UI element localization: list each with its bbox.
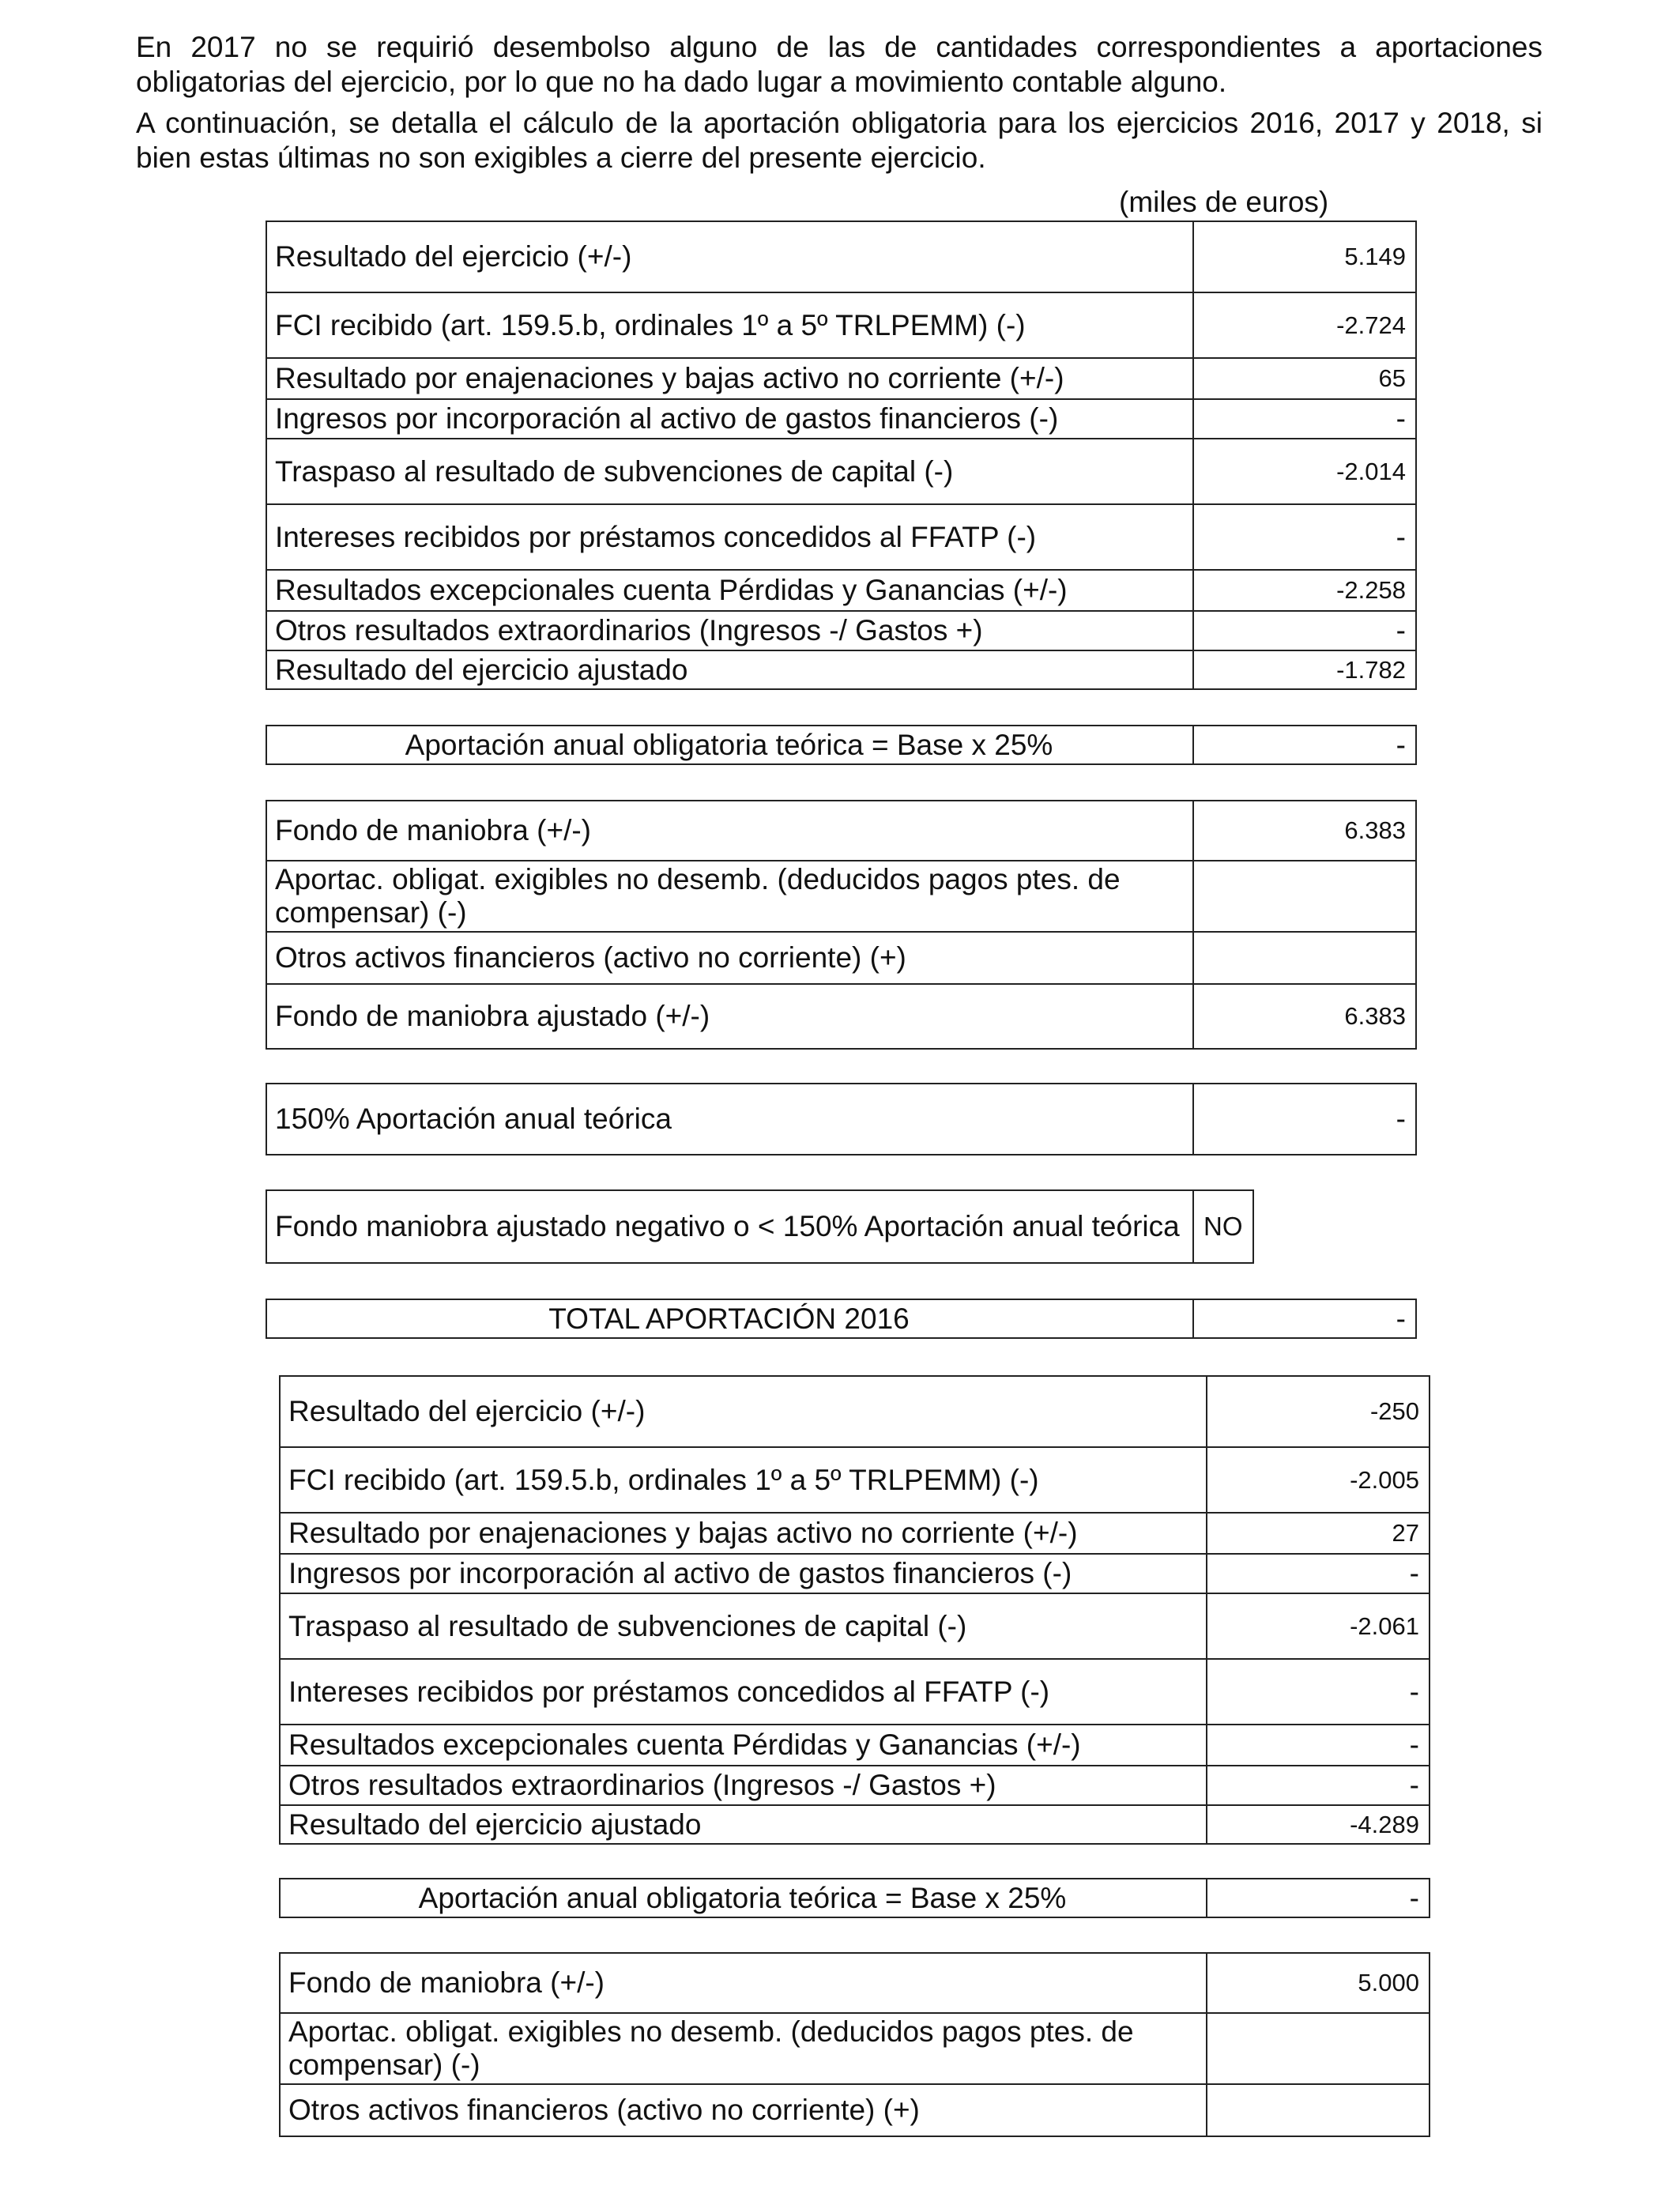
table-row: [266, 1299, 1416, 1338]
row-value: -: [1193, 611, 1416, 650]
row-label: FCI recibido (art. 159.5.b, ordinales 1º a 5º TRLPEMM) (-): [266, 292, 1193, 358]
table-row: [280, 1879, 1430, 1917]
row-value: -: [1207, 1725, 1430, 1766]
fondo-table-2016: [266, 800, 1417, 1050]
row-value: [1207, 2084, 1430, 2136]
row-label: Otros resultados extraordinarios (Ingresos -/ Gastos +): [280, 1766, 1207, 1805]
table-row: [266, 611, 1416, 650]
fondo-table-2017: [279, 1952, 1430, 2137]
total-value: -: [1193, 1299, 1416, 1338]
row-value: -: [1193, 504, 1416, 570]
row-value: -: [1207, 1554, 1430, 1593]
table-row: [280, 1554, 1430, 1593]
row-value: [1193, 932, 1416, 984]
table-row: [266, 650, 1416, 689]
table-row: [266, 984, 1416, 1049]
row-value: -2.014: [1193, 439, 1416, 504]
table-row: [266, 504, 1416, 570]
row-label: Aportac. obligat. exigibles no desemb. (deducidos pagos ptes. de compensar) (-): [266, 861, 1193, 932]
table-row: [280, 1953, 1430, 2013]
pct150-value: -: [1193, 1084, 1416, 1155]
row-label: Fondo de maniobra (+/-): [266, 801, 1193, 861]
negativo-table-2016: [266, 1189, 1254, 1264]
table-row: [266, 439, 1416, 504]
row-label: Otros activos financieros (activo no corriente) (+): [280, 2084, 1207, 2136]
row-value: 5.000: [1207, 1953, 1430, 2013]
row-label: Fondo de maniobra (+/-): [280, 1953, 1207, 2013]
table-row: [280, 1766, 1430, 1805]
aportacion-label: Aportación anual obligatoria teórica = Base x 25%: [280, 1879, 1207, 1917]
row-value: -: [1207, 1766, 1430, 1805]
table-row: [280, 2013, 1430, 2084]
table-row: [266, 726, 1416, 764]
row-label: Fondo de maniobra ajustado (+/-): [266, 984, 1193, 1049]
units-label: (miles de euros): [1119, 186, 1329, 218]
row-value: 5.149: [1193, 221, 1416, 292]
table-row: [280, 2084, 1430, 2136]
row-value: -: [1193, 399, 1416, 439]
aportacion-value: -: [1193, 726, 1416, 764]
intro-line-2: A continuación, se detalla el cálculo de la aportación obligatoria para los ejercicios 2016, 2017 y 2018, si bien estas últimas no son exigibles a cierre del presente ejercicio.: [136, 107, 1543, 174]
row-value: [1193, 861, 1416, 932]
row-value: 6.383: [1193, 984, 1416, 1049]
row-value: -2.724: [1193, 292, 1416, 358]
aportacion-table-2016: [266, 725, 1417, 765]
row-value: 6.383: [1193, 801, 1416, 861]
row-value: -2.061: [1207, 1593, 1430, 1659]
row-value: -: [1207, 1659, 1430, 1725]
row-label: Ingresos por incorporación al activo de gastos financieros (-): [266, 399, 1193, 439]
table-row: [266, 399, 1416, 439]
row-value: 27: [1207, 1513, 1430, 1554]
pct150-label: 150% Aportación anual teórica: [266, 1084, 1193, 1155]
aportacion-label: Aportación anual obligatoria teórica = Base x 25%: [266, 726, 1193, 764]
row-label: Traspaso al resultado de subvenciones de capital (-): [266, 439, 1193, 504]
row-label: Resultado por enajenaciones y bajas activo no corriente (+/-): [280, 1513, 1207, 1554]
table-row: [266, 861, 1416, 932]
table-row: [280, 1447, 1430, 1513]
table-row: [280, 1513, 1430, 1554]
row-value: -250: [1207, 1376, 1430, 1447]
total-label: TOTAL APORTACIÓN 2016: [266, 1299, 1193, 1338]
row-label: Aportac. obligat. exigibles no desemb. (deducidos pagos ptes. de compensar) (-): [280, 2013, 1207, 2084]
table-row: [266, 221, 1416, 292]
negativo-value: NO: [1193, 1190, 1253, 1263]
row-label: Resultados excepcionales cuenta Pérdidas y Ganancias (+/-): [280, 1725, 1207, 1766]
row-label: Resultados excepcionales cuenta Pérdidas y Ganancias (+/-): [266, 570, 1193, 611]
row-label: Intereses recibidos por préstamos concedidos al FFATP (-): [266, 504, 1193, 570]
row-label: Otros resultados extraordinarios (Ingresos -/ Gastos +): [266, 611, 1193, 650]
row-label: Resultado del ejercicio ajustado: [280, 1805, 1207, 1844]
row-value: 65: [1193, 358, 1416, 399]
row-value: -1.782: [1193, 650, 1416, 689]
row-label: Intereses recibidos por préstamos concedidos al FFATP (-): [280, 1659, 1207, 1725]
aportacion-table-2017: [279, 1878, 1430, 1918]
table-row: [266, 570, 1416, 611]
table-row: [266, 358, 1416, 399]
result-table-2017: [279, 1375, 1430, 1845]
table-row: [280, 1725, 1430, 1766]
row-label: Resultado del ejercicio ajustado: [266, 650, 1193, 689]
row-label: FCI recibido (art. 159.5.b, ordinales 1º a 5º TRLPEMM) (-): [280, 1447, 1207, 1513]
row-label: Otros activos financieros (activo no corriente) (+): [266, 932, 1193, 984]
table-row: [266, 1084, 1416, 1155]
row-label: Resultado del ejercicio (+/-): [280, 1376, 1207, 1447]
table-row: [280, 1805, 1430, 1844]
row-value: -2.258: [1193, 570, 1416, 611]
table-row: [280, 1593, 1430, 1659]
row-label: Ingresos por incorporación al activo de gastos financieros (-): [280, 1554, 1207, 1593]
intro-line-1: En 2017 no se requirió desembolso alguno de las de cantidades correspondientes a aportaciones obligatorias del ejercicio, por lo que no ha dado lugar a movimiento contable alguno.: [136, 31, 1543, 98]
table-row: [266, 932, 1416, 984]
result-table-2016: [266, 221, 1417, 690]
row-label: Resultado por enajenaciones y bajas activo no corriente (+/-): [266, 358, 1193, 399]
row-value: -2.005: [1207, 1447, 1430, 1513]
total-table-2016: [266, 1299, 1417, 1339]
row-label: Traspaso al resultado de subvenciones de capital (-): [280, 1593, 1207, 1659]
aportacion-value: -: [1207, 1879, 1430, 1917]
table-row: [266, 801, 1416, 861]
table-row: [280, 1376, 1430, 1447]
row-value: -4.289: [1207, 1805, 1430, 1844]
table-row: [266, 292, 1416, 358]
negativo-label: Fondo maniobra ajustado negativo o < 150% Aportación anual teórica: [266, 1190, 1193, 1263]
row-label: Resultado del ejercicio (+/-): [266, 221, 1193, 292]
table-row: [280, 1659, 1430, 1725]
table-row: [266, 1190, 1253, 1263]
intro-paragraph: [136, 30, 1543, 175]
row-value: [1207, 2013, 1430, 2084]
pct150-table-2016: [266, 1083, 1417, 1155]
